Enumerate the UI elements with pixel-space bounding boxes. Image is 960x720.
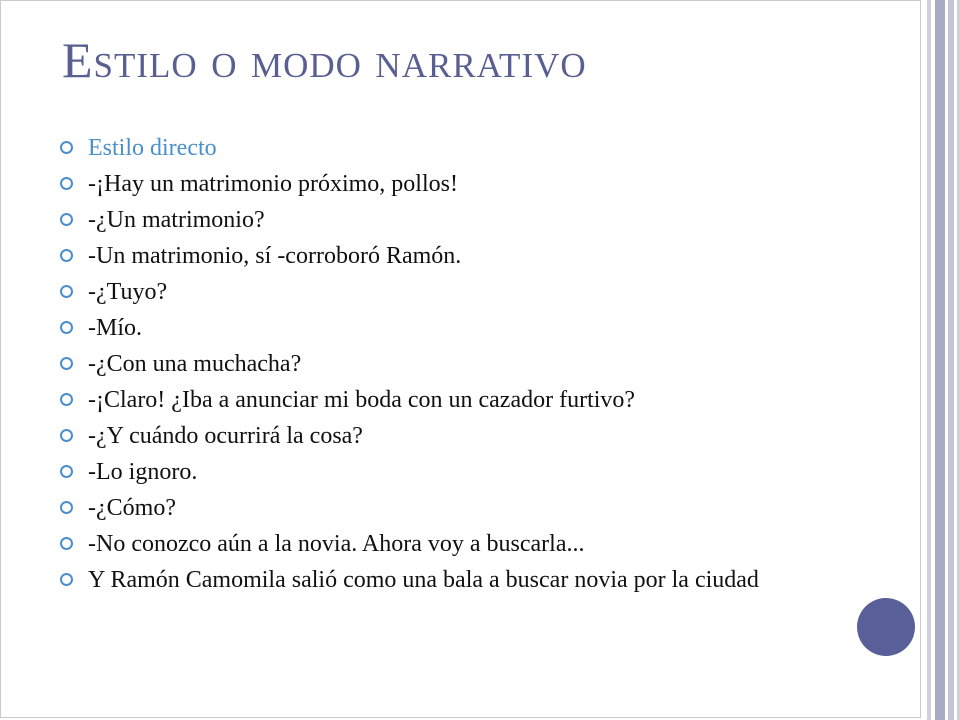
list-item-text: -¿Y cuándo ocurrirá la cosa? [88, 423, 363, 449]
bullet-icon [60, 357, 73, 370]
list-item-text: -¡Claro! ¿Iba a anunciar mi boda con un cazador furtivo? [88, 387, 636, 413]
list-item-text: -Lo ignoro. [88, 459, 198, 485]
bullet-icon [60, 393, 73, 406]
bullet-icon [60, 141, 73, 154]
list-item-text: Y Ramón Camomila salió como una bala a buscar novia por la ciudad [88, 567, 759, 593]
bullet-icon [60, 321, 73, 334]
list-item-text: Estilo directo [88, 135, 217, 161]
list-item [60, 569, 820, 591]
decorative-circle [857, 598, 915, 656]
list-item-text: -¡Hay un matrimonio próximo, pollos! [88, 171, 458, 197]
bullet-icon [60, 213, 73, 226]
list-item [60, 389, 820, 411]
list-item-text: -¿Tuyo? [88, 279, 168, 305]
list-item [60, 461, 820, 483]
list-item [60, 173, 820, 195]
bullet-icon [60, 249, 73, 262]
list-item [60, 425, 820, 447]
decorative-stripes [921, 0, 960, 720]
list-item [60, 137, 820, 159]
list-item [60, 317, 820, 339]
bullet-icon [60, 501, 73, 514]
list-item-text: -¿Un matrimonio? [88, 207, 265, 233]
list-item [60, 353, 820, 375]
list-item-text: -No conozco aún a la novia. Ahora voy a buscarla... [88, 531, 585, 557]
list-item-text: -Mío. [88, 315, 142, 341]
bullet-icon [60, 429, 73, 442]
bullet-icon [60, 537, 73, 550]
list-item [60, 245, 820, 267]
list-item-text: -¿Con una muchacha? [88, 351, 302, 377]
list-item [60, 281, 820, 303]
bullet-icon [60, 177, 73, 190]
list-item [60, 209, 820, 231]
bullet-icon [60, 465, 73, 478]
slide-title: Estilo o modo narrativo [62, 32, 587, 88]
bullet-icon [60, 573, 73, 586]
dialogue-list [60, 137, 820, 605]
list-item [60, 497, 820, 519]
list-item-text: -¿Cómo? [88, 495, 176, 521]
list-item [60, 533, 820, 555]
list-item-text: -Un matrimonio, sí -corroboró Ramón. [88, 243, 462, 269]
bullet-icon [60, 285, 73, 298]
